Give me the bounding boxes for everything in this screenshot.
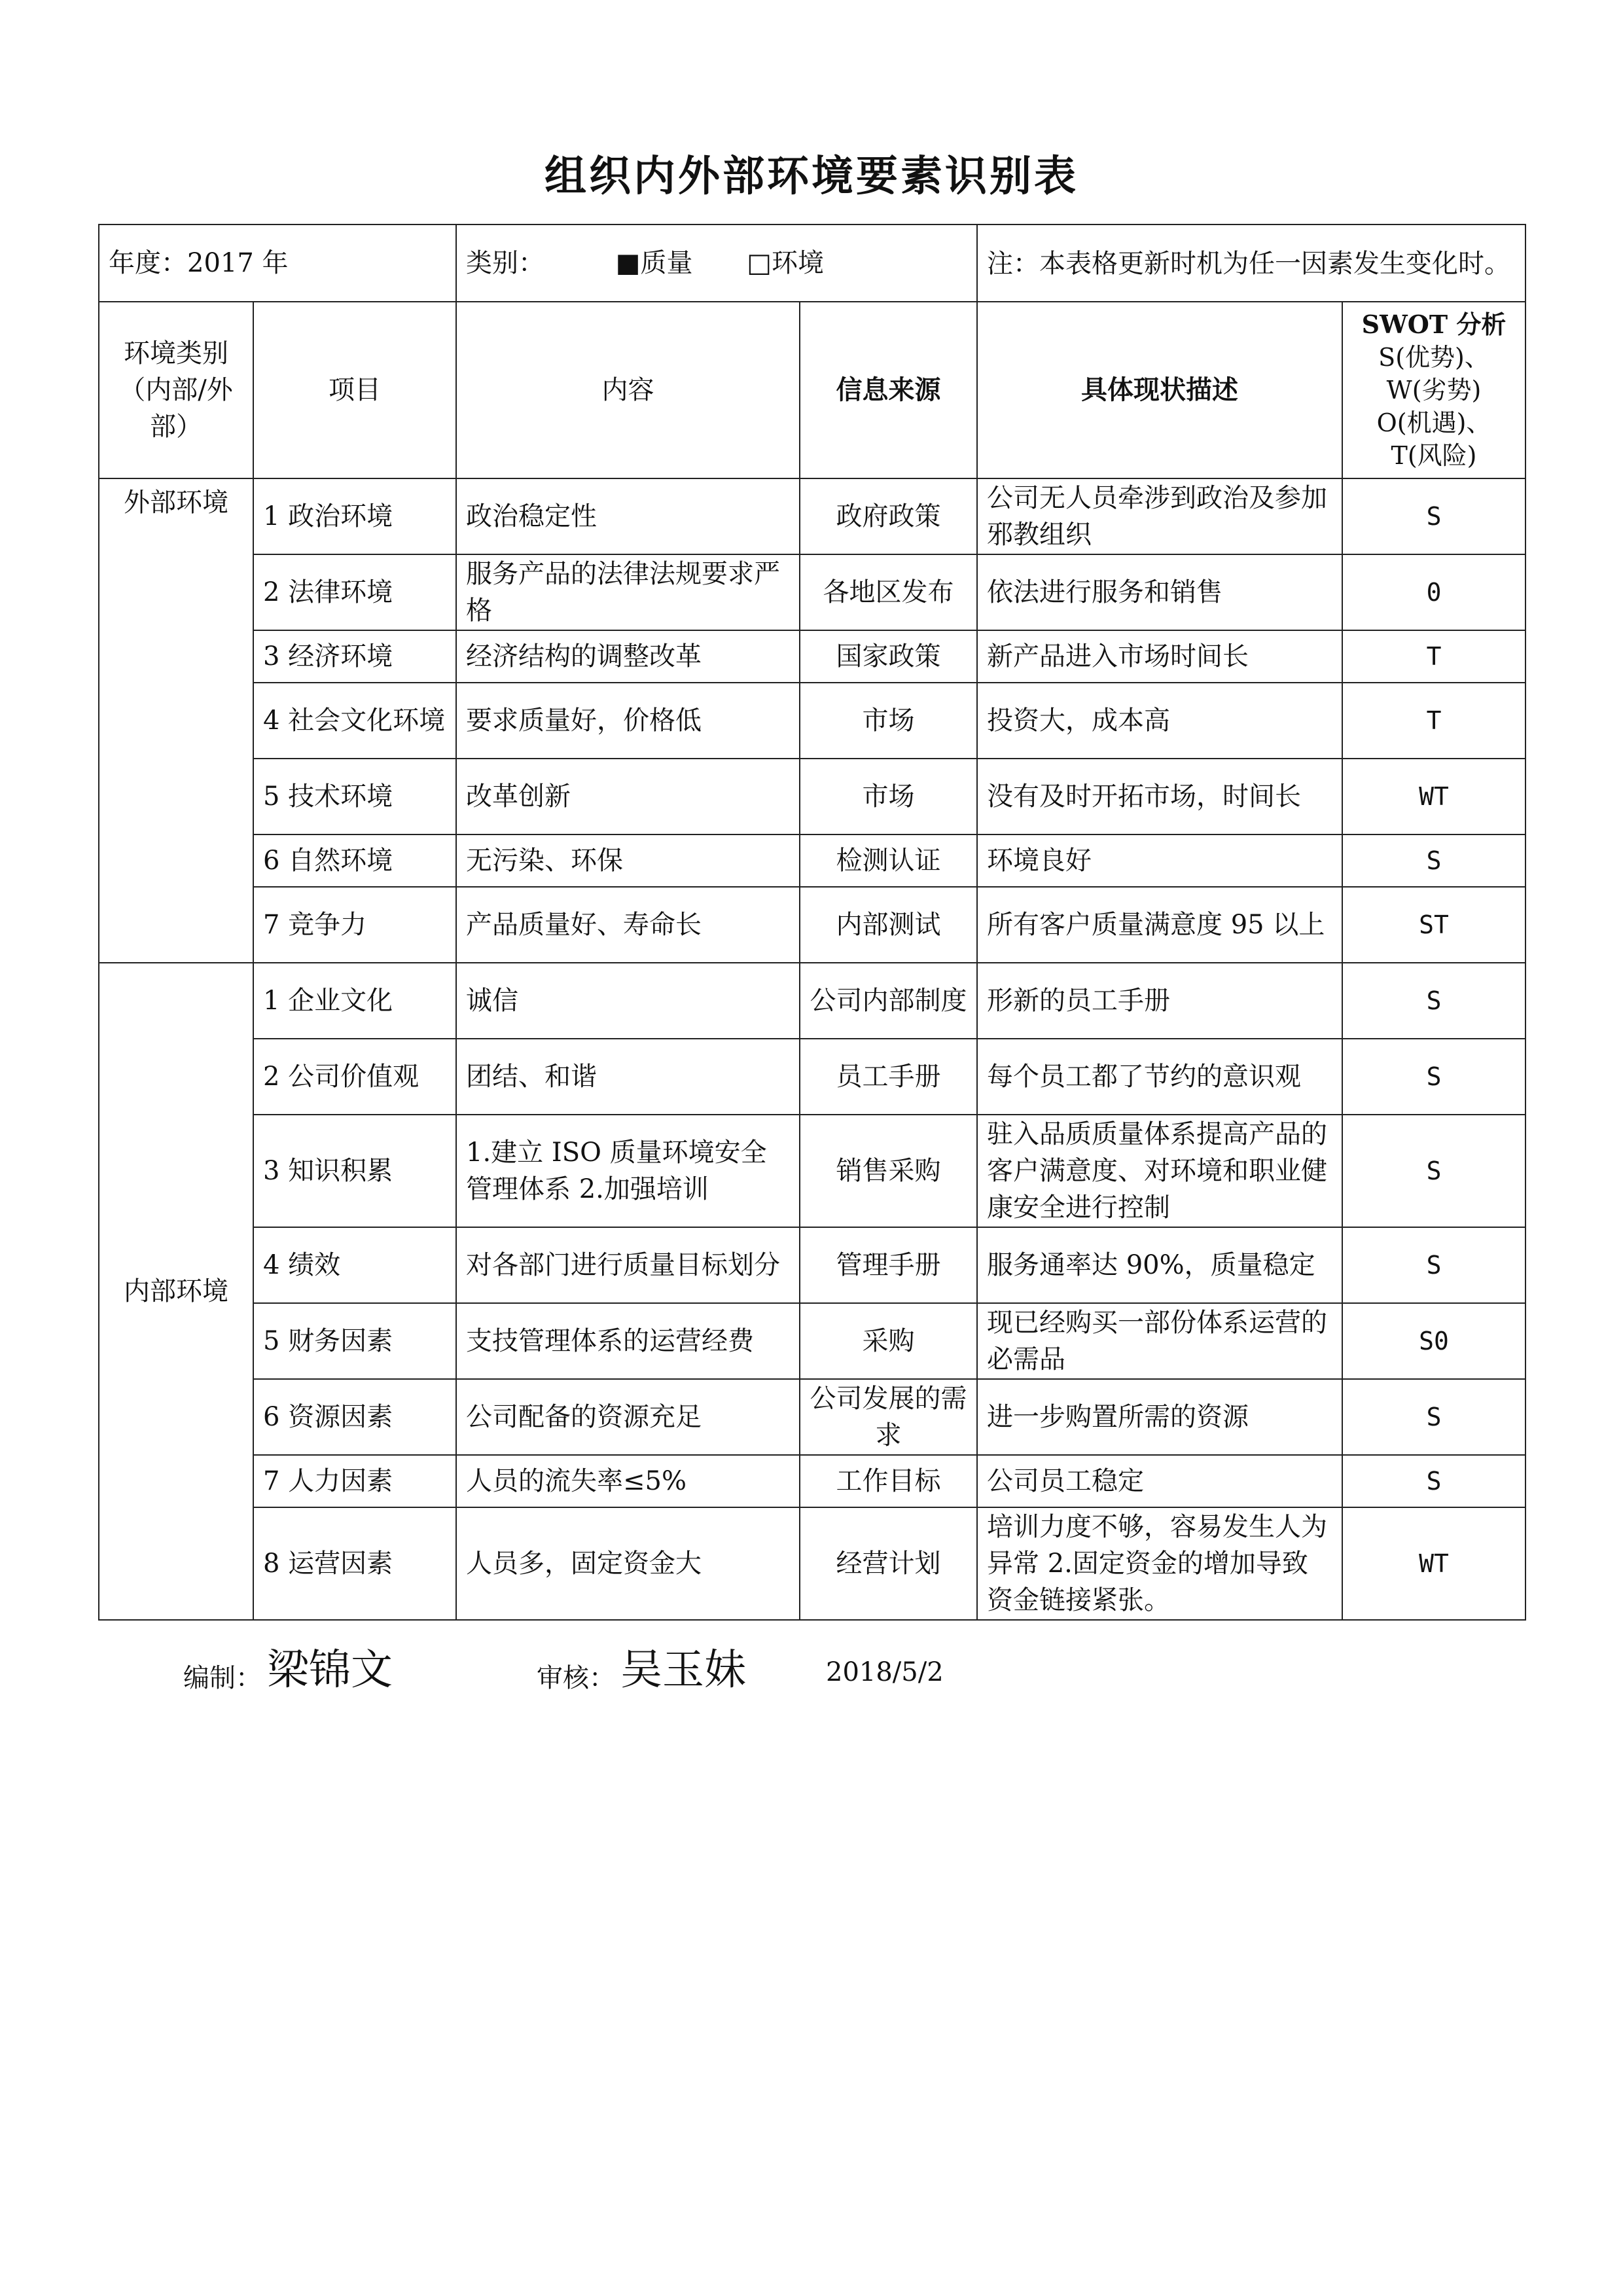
col-header-content: 内容 xyxy=(456,302,800,478)
source-cell: 销售采购 xyxy=(800,1115,977,1227)
item-cell: 7 人力因素 xyxy=(253,1455,456,1507)
item-cell: 4 绩效 xyxy=(253,1227,456,1303)
item-cell: 4 社会文化环境 xyxy=(253,683,456,759)
swot-cell: S xyxy=(1342,1115,1525,1227)
environment-option: □环境 xyxy=(747,248,825,278)
swot-cell: S xyxy=(1342,1379,1525,1455)
status-cell: 新产品进入市场时间长 xyxy=(977,630,1342,683)
table-meta-row xyxy=(99,224,1525,302)
category-cell xyxy=(456,224,977,302)
swot-cell: S xyxy=(1342,478,1525,554)
table-row xyxy=(99,478,1525,554)
content-cell: 1.建立 ISO 质量环境安全管理体系 2.加强培训 xyxy=(456,1115,800,1227)
status-cell: 所有客户质量满意度 95 以上 xyxy=(977,887,1342,963)
item-cell: 3 经济环境 xyxy=(253,630,456,683)
content-cell: 产品质量好、寿命长 xyxy=(456,887,800,963)
content-cell: 人员的流失率≤5% xyxy=(456,1455,800,1507)
swot-cell: S xyxy=(1342,1227,1525,1303)
source-cell: 工作目标 xyxy=(800,1455,977,1507)
table-row xyxy=(99,1039,1525,1115)
status-cell: 没有及时开拓市场，时间长 xyxy=(977,759,1342,834)
header-row xyxy=(99,302,1525,478)
status-cell: 公司无人员牵涉到政治及参加邪教组织 xyxy=(977,478,1342,554)
source-cell: 管理手册 xyxy=(800,1227,977,1303)
swot-o-label: O(机遇)、 xyxy=(1376,408,1491,437)
content-cell: 支技管理体系的运营经费 xyxy=(456,1303,800,1379)
swot-title: SWOT 分析 xyxy=(1361,310,1507,339)
col-header-source: 信息来源 xyxy=(800,302,977,478)
content-cell: 诚信 xyxy=(456,963,800,1039)
item-cell: 1 企业文化 xyxy=(253,963,456,1039)
item-cell: 2 法律环境 xyxy=(253,554,456,630)
table-row xyxy=(99,1507,1525,1620)
source-cell: 国家政策 xyxy=(800,630,977,683)
swot-cell: WT xyxy=(1342,1507,1525,1620)
swot-cell: T xyxy=(1342,630,1525,683)
source-cell: 市场 xyxy=(800,759,977,834)
status-cell: 环境良好 xyxy=(977,834,1342,887)
status-cell: 服务通率达 90%，质量稳定 xyxy=(977,1227,1342,1303)
swot-t-label: T(风险) xyxy=(1391,441,1477,470)
source-cell: 政府政策 xyxy=(800,478,977,554)
table-row xyxy=(99,1227,1525,1303)
content-cell: 经济结构的调整改革 xyxy=(456,630,800,683)
swot-cell: S xyxy=(1342,963,1525,1039)
sign-date: 2018/5/2 xyxy=(826,1657,944,1687)
content-cell: 要求质量好，价格低 xyxy=(456,683,800,759)
swot-cell: S xyxy=(1342,834,1525,887)
source-cell: 员工手册 xyxy=(800,1039,977,1115)
item-cell: 2 公司价值观 xyxy=(253,1039,456,1115)
compiled-label: 编制： xyxy=(183,1663,262,1693)
source-cell: 市场 xyxy=(800,683,977,759)
environment-table xyxy=(98,224,1526,1621)
source-cell: 内部测试 xyxy=(800,887,977,963)
content-cell: 改革创新 xyxy=(456,759,800,834)
status-cell: 进一步购置所需的资源 xyxy=(977,1379,1342,1455)
compiled-signature: 梁锦文 xyxy=(267,1646,393,1695)
item-cell: 8 运营因素 xyxy=(253,1507,456,1620)
table-row xyxy=(99,554,1525,630)
content-cell: 政治稳定性 xyxy=(456,478,800,554)
content-cell: 公司配备的资源充足 xyxy=(456,1379,800,1455)
item-cell: 1 政治环境 xyxy=(253,478,456,554)
internal-env-label: 内部环境 xyxy=(99,963,253,1620)
col-header-env-type: 环境类别（内部/外部） xyxy=(99,302,253,478)
col-header-status: 具体现状描述 xyxy=(977,302,1342,478)
item-cell: 3 知识积累 xyxy=(253,1115,456,1227)
swot-cell: 0 xyxy=(1342,554,1525,630)
quality-option: ■质量 xyxy=(615,248,693,278)
content-cell: 人员多，固定资金大 xyxy=(456,1507,800,1620)
category-label: 类别： xyxy=(466,248,545,278)
content-cell: 团结、和谐 xyxy=(456,1039,800,1115)
source-cell: 采购 xyxy=(800,1303,977,1379)
source-cell: 公司内部制度 xyxy=(800,963,977,1039)
swot-s-label: S(优势)、 xyxy=(1378,343,1489,372)
signature-footer xyxy=(183,1636,1361,1695)
table-row xyxy=(99,887,1525,963)
swot-cell: S xyxy=(1342,1455,1525,1507)
table-row xyxy=(99,834,1525,887)
status-cell: 形新的员工手册 xyxy=(977,963,1342,1039)
review-signature: 吴玉妹 xyxy=(620,1646,746,1695)
col-header-item: 项目 xyxy=(253,302,456,478)
swot-cell: WT xyxy=(1342,759,1525,834)
table-row xyxy=(99,963,1525,1039)
swot-cell: T xyxy=(1342,683,1525,759)
status-cell: 驻入品质质量体系提高产品的客户满意度、对环境和职业健康安全进行控制 xyxy=(977,1115,1342,1227)
table-row xyxy=(99,1455,1525,1507)
col-header-swot xyxy=(1342,302,1525,478)
content-cell: 服务产品的法律法规要求严格 xyxy=(456,554,800,630)
table-row xyxy=(99,630,1525,683)
swot-cell: S0 xyxy=(1342,1303,1525,1379)
year-cell: 年度：2017 年 xyxy=(99,224,456,302)
content-cell: 对各部门进行质量目标划分 xyxy=(456,1227,800,1303)
table-row xyxy=(99,1303,1525,1379)
item-cell: 5 财务因素 xyxy=(253,1303,456,1379)
page-title: 组织内外部环境要素识别表 xyxy=(544,152,1079,201)
status-cell: 依法进行服务和销售 xyxy=(977,554,1342,630)
swot-cell: ST xyxy=(1342,887,1525,963)
review-label: 审核： xyxy=(537,1663,615,1693)
source-cell: 检测认证 xyxy=(800,834,977,887)
table-row xyxy=(99,759,1525,834)
table-row xyxy=(99,1379,1525,1455)
status-cell: 每个员工都了节约的意识观 xyxy=(977,1039,1342,1115)
swot-w-label: W(劣势) xyxy=(1386,376,1482,404)
external-env-label: 外部环境 xyxy=(99,478,253,963)
item-cell: 6 自然环境 xyxy=(253,834,456,887)
note-cell: 注：本表格更新时机为任一因素发生变化时。 xyxy=(977,224,1525,302)
status-cell: 公司员工稳定 xyxy=(977,1455,1342,1507)
item-cell: 5 技术环境 xyxy=(253,759,456,834)
source-cell: 各地区发布 xyxy=(800,554,977,630)
status-cell: 投资大，成本高 xyxy=(977,683,1342,759)
swot-cell: S xyxy=(1342,1039,1525,1115)
status-cell: 现已经购买一部份体系运营的必需品 xyxy=(977,1303,1342,1379)
table-row xyxy=(99,683,1525,759)
item-cell: 7 竞争力 xyxy=(253,887,456,963)
source-cell: 经营计划 xyxy=(800,1507,977,1620)
content-cell: 无污染、环保 xyxy=(456,834,800,887)
status-cell: 培训力度不够，容易发生人为异常 2.固定资金的增加导致资金链接紧张。 xyxy=(977,1507,1342,1620)
table-row xyxy=(99,1115,1525,1227)
item-cell: 6 资源因素 xyxy=(253,1379,456,1455)
source-cell: 公司发展的需求 xyxy=(800,1379,977,1455)
